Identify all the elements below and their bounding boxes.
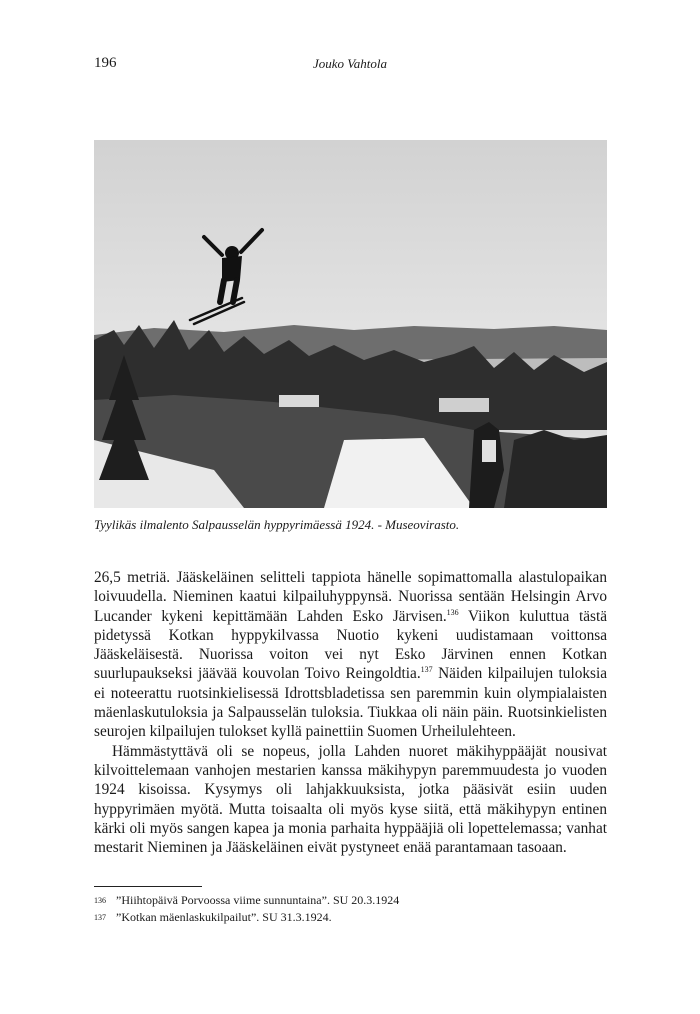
footnotes bbox=[94, 892, 607, 926]
footnote-136 bbox=[94, 892, 607, 909]
paragraph-1-part-a: 26,5 metriä. Jääskeläinen selitteli tappiota hänelle sopimattomalla alastulopaikan loivuudella. Nieminen kaatui kilpailuhyppynsä. Nuorissa sentään Helsingin Arvo Lucander kykeni kepittämään Lahden Esko Järvisen. bbox=[94, 569, 607, 625]
running-head-author: Jouko Vahtola bbox=[312, 56, 387, 71]
footnote-ref-137[interactable]: 137 bbox=[420, 665, 433, 675]
ski-jump-illustration bbox=[94, 140, 607, 508]
body-text bbox=[94, 568, 607, 857]
paragraph-2: Hämmästyttävä oli se nopeus, jolla Lahden nuoret mäkihyppääjät nousivat kilvoittelemaan vanhojen mestarien kanssa mäkihypyn paremmuudesta jo vuoden 1924 kisoissa. Kysymys oli lahjakkuuksista, jotka pääsivät esiin uuden hyppyrimäen myötä. Mutta toisaalta oli myös kyse siitä, että mäkihypyn entinen kärki oli myös sangen kapea ja monia parhaita hyppääjiä oli lopettelemassa; vanhat mestarit Nieminen ja Jääskeläinen eivät pystyneet enää parantamaan tasoaan. bbox=[94, 742, 607, 857]
footnote-text: ”Hiihtopäivä Porvoossa viime sunnuntaina”. SU 20.3.1924 bbox=[116, 893, 400, 907]
footnote-137 bbox=[94, 909, 607, 926]
footnote-number: 137 bbox=[94, 913, 106, 922]
footnote-number: 136 bbox=[94, 896, 106, 905]
page-number: 196 bbox=[94, 55, 117, 71]
figure-caption: Tyylikäs ilmalento Salpausselän hyppyrimäessä 1924. - Museovirasto. bbox=[94, 517, 460, 532]
footnote-ref-136[interactable]: 136 bbox=[446, 607, 459, 617]
paragraph-1-part-b: Viikon kuluttua tästä pidetyssä Kotkan hyppykilvassa Nuotio kykeni uudistamaan voittonsa Jääskeläisestä. Nuorissa voiton vei nyt Esko Järvinen ennen Kotkan suurlupaukseksi jäävää kouvolan Toivo Reingoldtia. bbox=[94, 607, 608, 683]
footnote-text: ”Kotkan mäenlaskukilpailut”. SU 31.3.1924. bbox=[116, 910, 332, 924]
paragraph-1-part-c: Näiden kilpailujen tuloksia ei noteerattu ruotsinkielisessä Idrottsbladetissa sen paremmin kuin olympialaisten mäenlaskutuloksia ja Salpausselän tuloksia. Tiukkaa oli näin päin. Ruotsinkielisten seurojen kilpailujen tulokset kyllä painettiin Suomen Urheilulehteen. bbox=[94, 665, 607, 741]
footnote-rule bbox=[94, 886, 202, 887]
paragraph-1 bbox=[94, 568, 607, 742]
ski-jump-photo bbox=[94, 140, 607, 508]
